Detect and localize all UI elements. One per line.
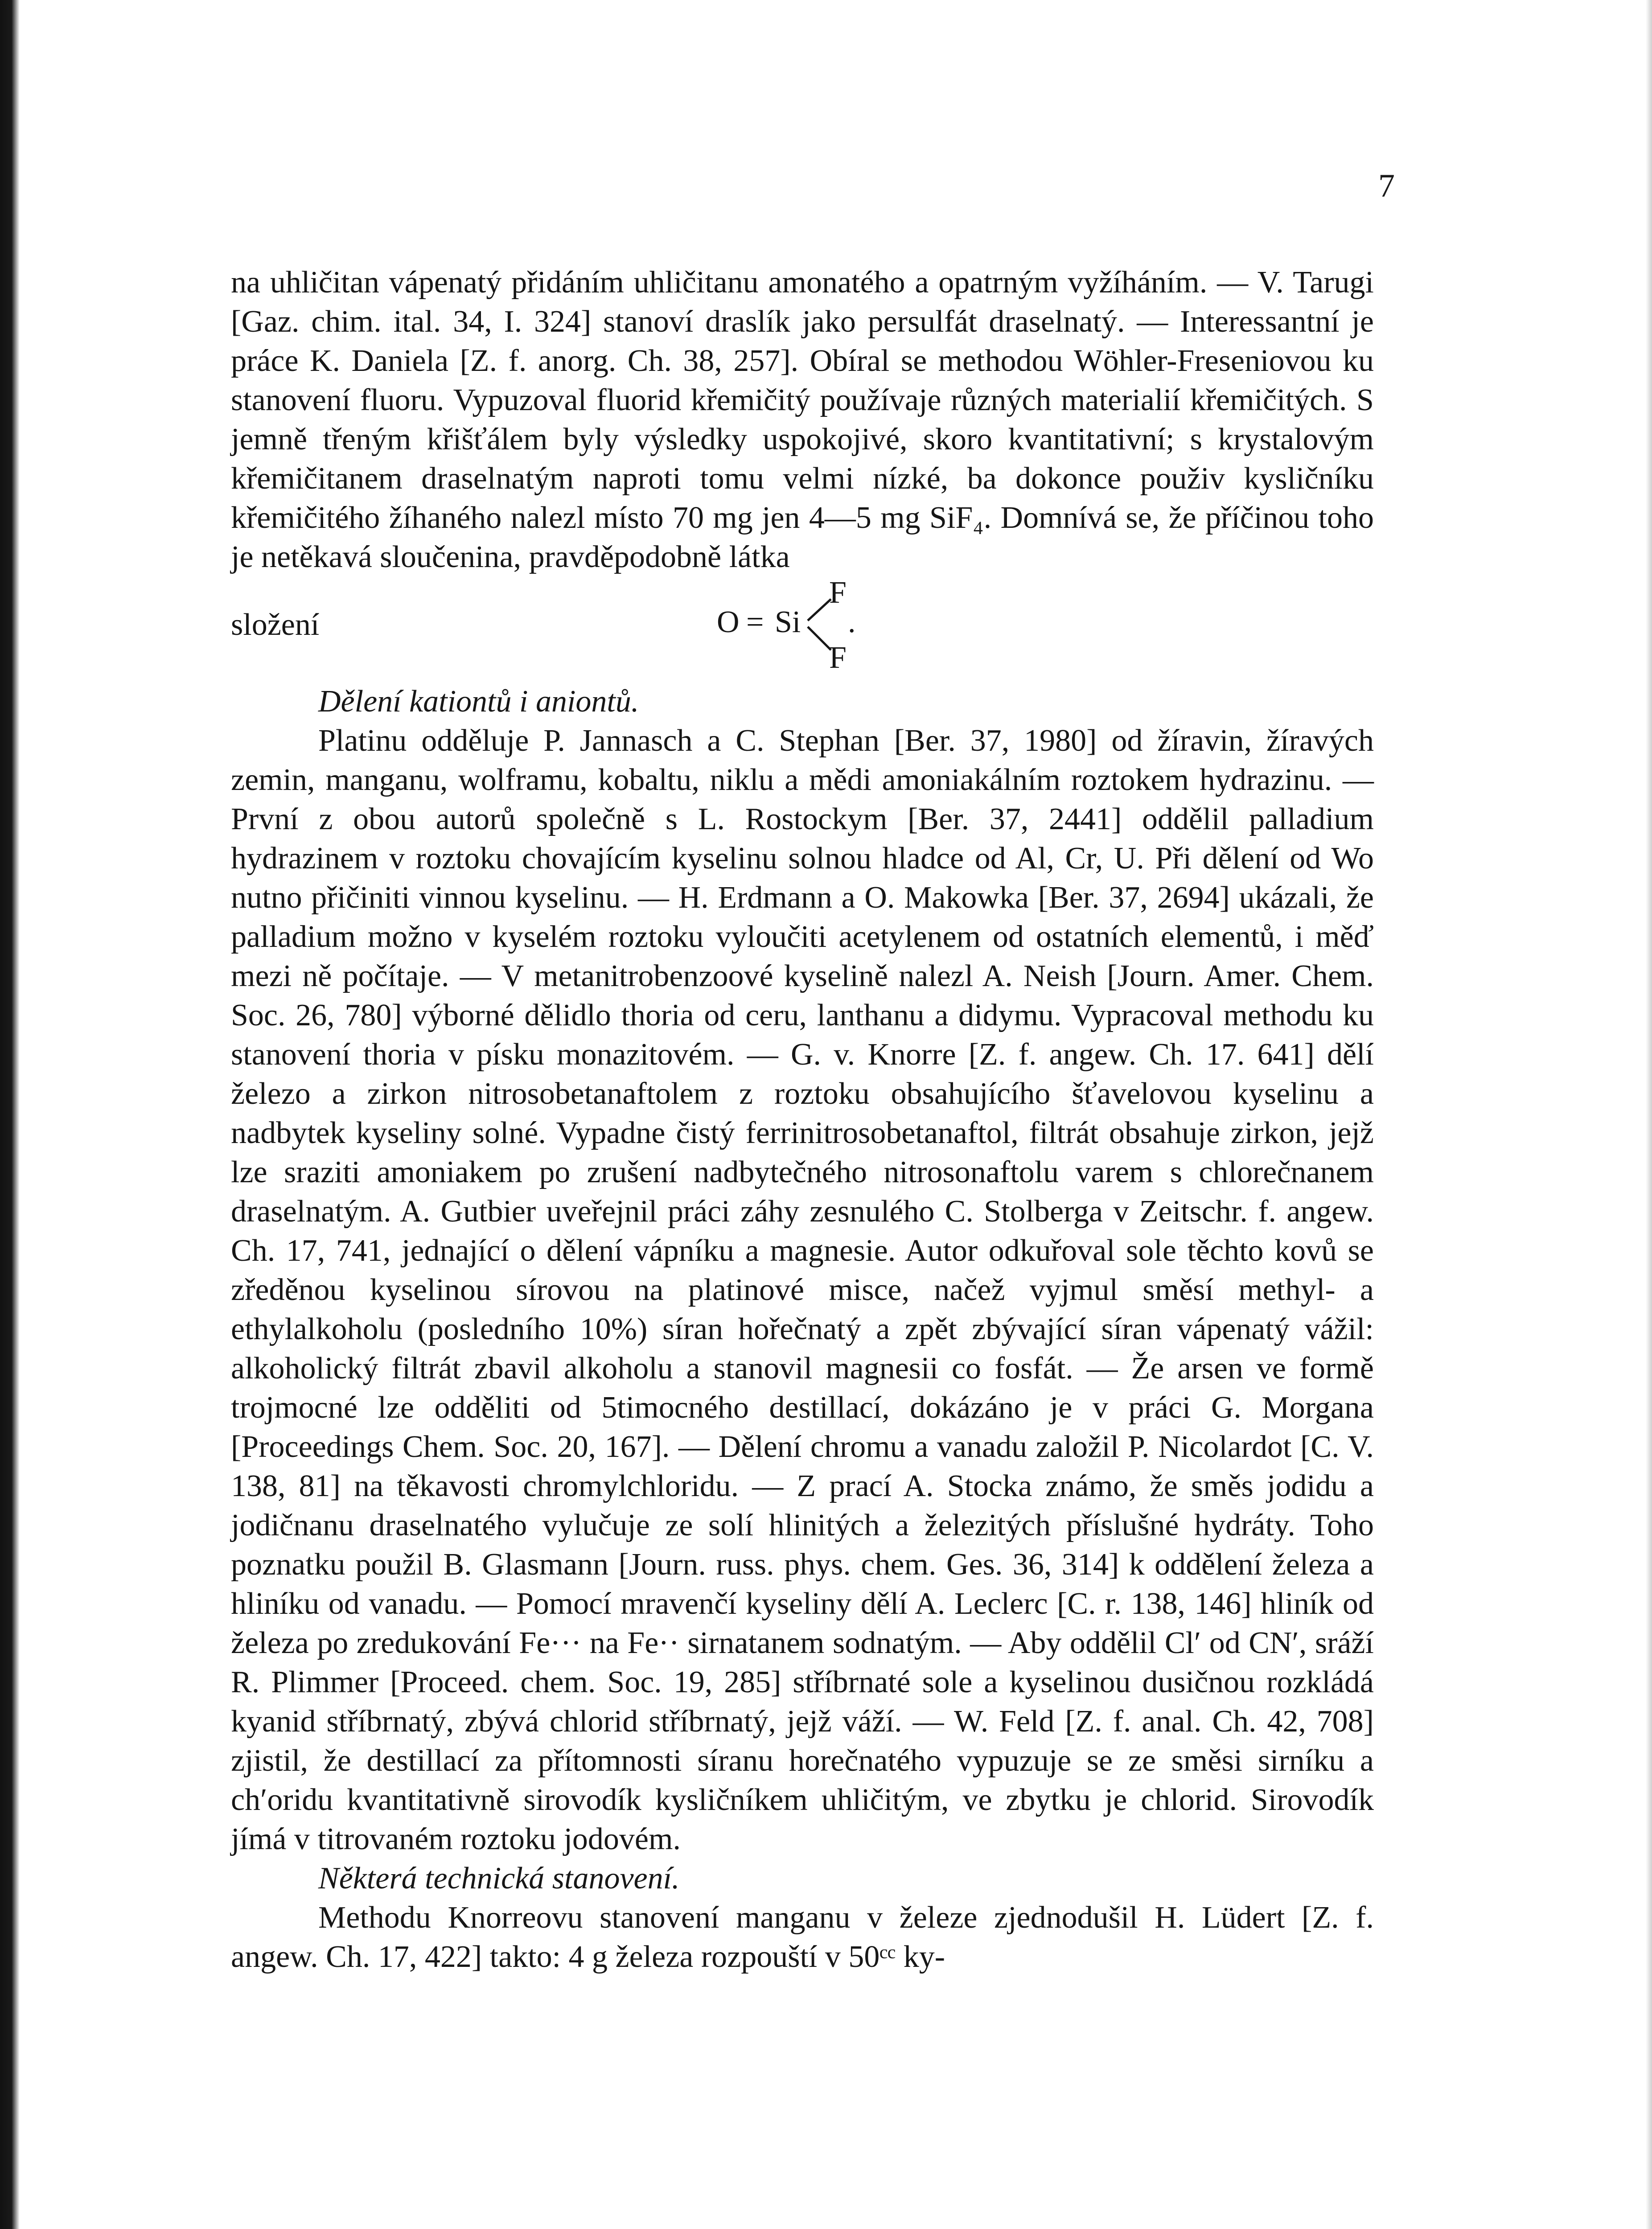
paragraph-cation-anion-separation: Platinu odděluje P. Jannasch a C. Stephan [Ber. 37, 1980] od žíravin, žíravých zemin, manganu, wolframu, kobaltu, niklu a mědi amoniakálním roztokem hydrazinu. — První z obou autorů společně s L. Rostockym [Ber. 37, 2441] oddělil palladium hydrazinem v roztoku chovajícím kyselinu solnou hladce od Al, Cr, U. Při dělení od Wo nutno přičiniti vinnou kyselinu. — H. Erdmann a O. Makowka [Ber. 37, 2694] ukázali, že palladium možno v kyselém roztoku vyloučiti acetylenem od ostatních elementů, i měď mezi ně počítaje. — V metanitrobenzoové kyselině nalezl A. Neish [Journ. Amer. Chem. Soc. 26, 780] výborné dělidlo thoria od ceru, lanthanu a didymu. Vypracoval methodu ku stanovení thoria v písku monazitovém. — G. v. Knorre [Z. f. angew. Ch. 17. 641] dělí železo a zirkon nitrosobetanaftolem z roztoku obsahujícího šťavelovou kyselinu a nadbytek kyseliny solné. Vypadne čistý ferrinitrosobetanaftol, filtrát obsahuje zirkon, jejž lze sraziti amoniakem po zrušení nadbytečného nitrosonaftolu varem s chlorečnanem draselnatým. A. Gutbier uveřejnil práci záhy zesnulého C. Stolberga v Zeitschr. f. angew. Ch. 17, 741, jednající o dělení vápníku a magnesie. Autor odkuřoval sole těchto kovů se zředěnou kyselinou sírovou na platinové misce, načež vyjmul směsí methyl- a ethylalkoholu (posledního 10%) síran hořečnatý a zpět zbývající síran vápenatý vážil: alkoholický filtrát zbavil alkoholu a stanovil magnesii co fosfát. — Že arsen ve formě trojmocné lze odděliti od 5timocného destillací, dokázáno je v práci G. Morgana [Proceedings Chem. Soc. 20, 167]. — Dělení chromu a vanadu založil P. Nicolardot [C. V. 138, 81] na těkavosti chromylchloridu. — Z prací A. Stocka známo, že směs jodidu a jodičnanu draselnatého vylučuje ze solí hlinitých a železitých příslušné hydráty. Toho poznatku použil B. Glasmann [Journ. russ. phys. chem. Ges. 36, 314] k oddělení železa a hliníku od vanadu. — Pomocí mravenčí kyseliny dělí A. Leclerc [C. r. 138, 146] hliník od železa po zredukování Fe··· na Fe·· sirnatanem sodnatým. — Aby oddělil Cl′ od CN′, sráží R. Plimmer [Proceed. chem. Soc. 19, 285] stříbrnaté sole a kyselinou dusičnou rozkládá kyanid stříbrnatý, zbývá chlorid stříbrnatý, jejž váží. — W. Feld [Z. f. anal. Ch. 42, 708] zjistil, že destillací za přítomnosti síranu horečnatého vypuzuje se ze směsi sirníku a ch′oridu kvantitativně sirovodík kysličníkem uhličitým, ve zbytku je chlorid. Sirovodík jímá v titrovaném roztoku jodovém. [231,724,1374,1856]
section-heading-separation: Dělení kationtů i aniontů. [318,684,639,719]
formula-label: složení [231,608,320,642]
section-heading-technical: Některá technická stanovení. [318,1861,680,1896]
formula-row [231,577,1374,682]
sif2o-structural-formula [712,577,1033,682]
formula-silicon: Si [775,605,801,639]
formula-double-bond: = [746,605,764,639]
text-column [231,263,1374,1977]
formula-fluorine-top: F [829,577,847,610]
formula-fluorine-bottom: F [829,641,847,675]
formula-period: . [848,605,856,639]
formula-oxygen: O [717,605,740,639]
formula-bond-lower [808,627,831,650]
formula-bond-upper [808,599,831,621]
page-number: 7 [1378,168,1395,204]
scan-binding-edge [0,0,20,2229]
scan-right-edge [1646,0,1652,2229]
paragraph-fluorine-determination: na uhličitan vápenatý přidáním uhličitanu amonatého a opatrným vyžíháním. — V. Tarugi [Gaz. chim. ital. 34, I. 324] stanoví draslík jako persulfát draselnatý. — Interessantní je práce K. Daniela [Z. f. anorg. Ch. 38, 257]. Obíral se methodou Wöhler-Freseniovou ku stanovení fluoru. Vypuzoval fluorid křemičitý používaje různých materialií křemičitých. S jemně třeným křišťálem byly výsledky uspokojivé, skoro kvantitativní; s krystalovým křemičitanem draselnatým naproti tomu velmi nízké, ba dokonce použiv kysličníku křemičitého žíhaného nalezl místo 70 mg jen 4—5 mg SiF₄. Domnívá se, že příčinou toho je netěkavá sloučenina, pravděpodobně látka [231,265,1374,574]
paragraph-manganese-determination: Methodu Knorreovu stanovení manganu v železe zjednodušil H. Lüdert [Z. f. angew. Ch. 17, 422] takto: 4 g železa rozpouští v 50ᶜᶜ ky- [231,1900,1374,1974]
